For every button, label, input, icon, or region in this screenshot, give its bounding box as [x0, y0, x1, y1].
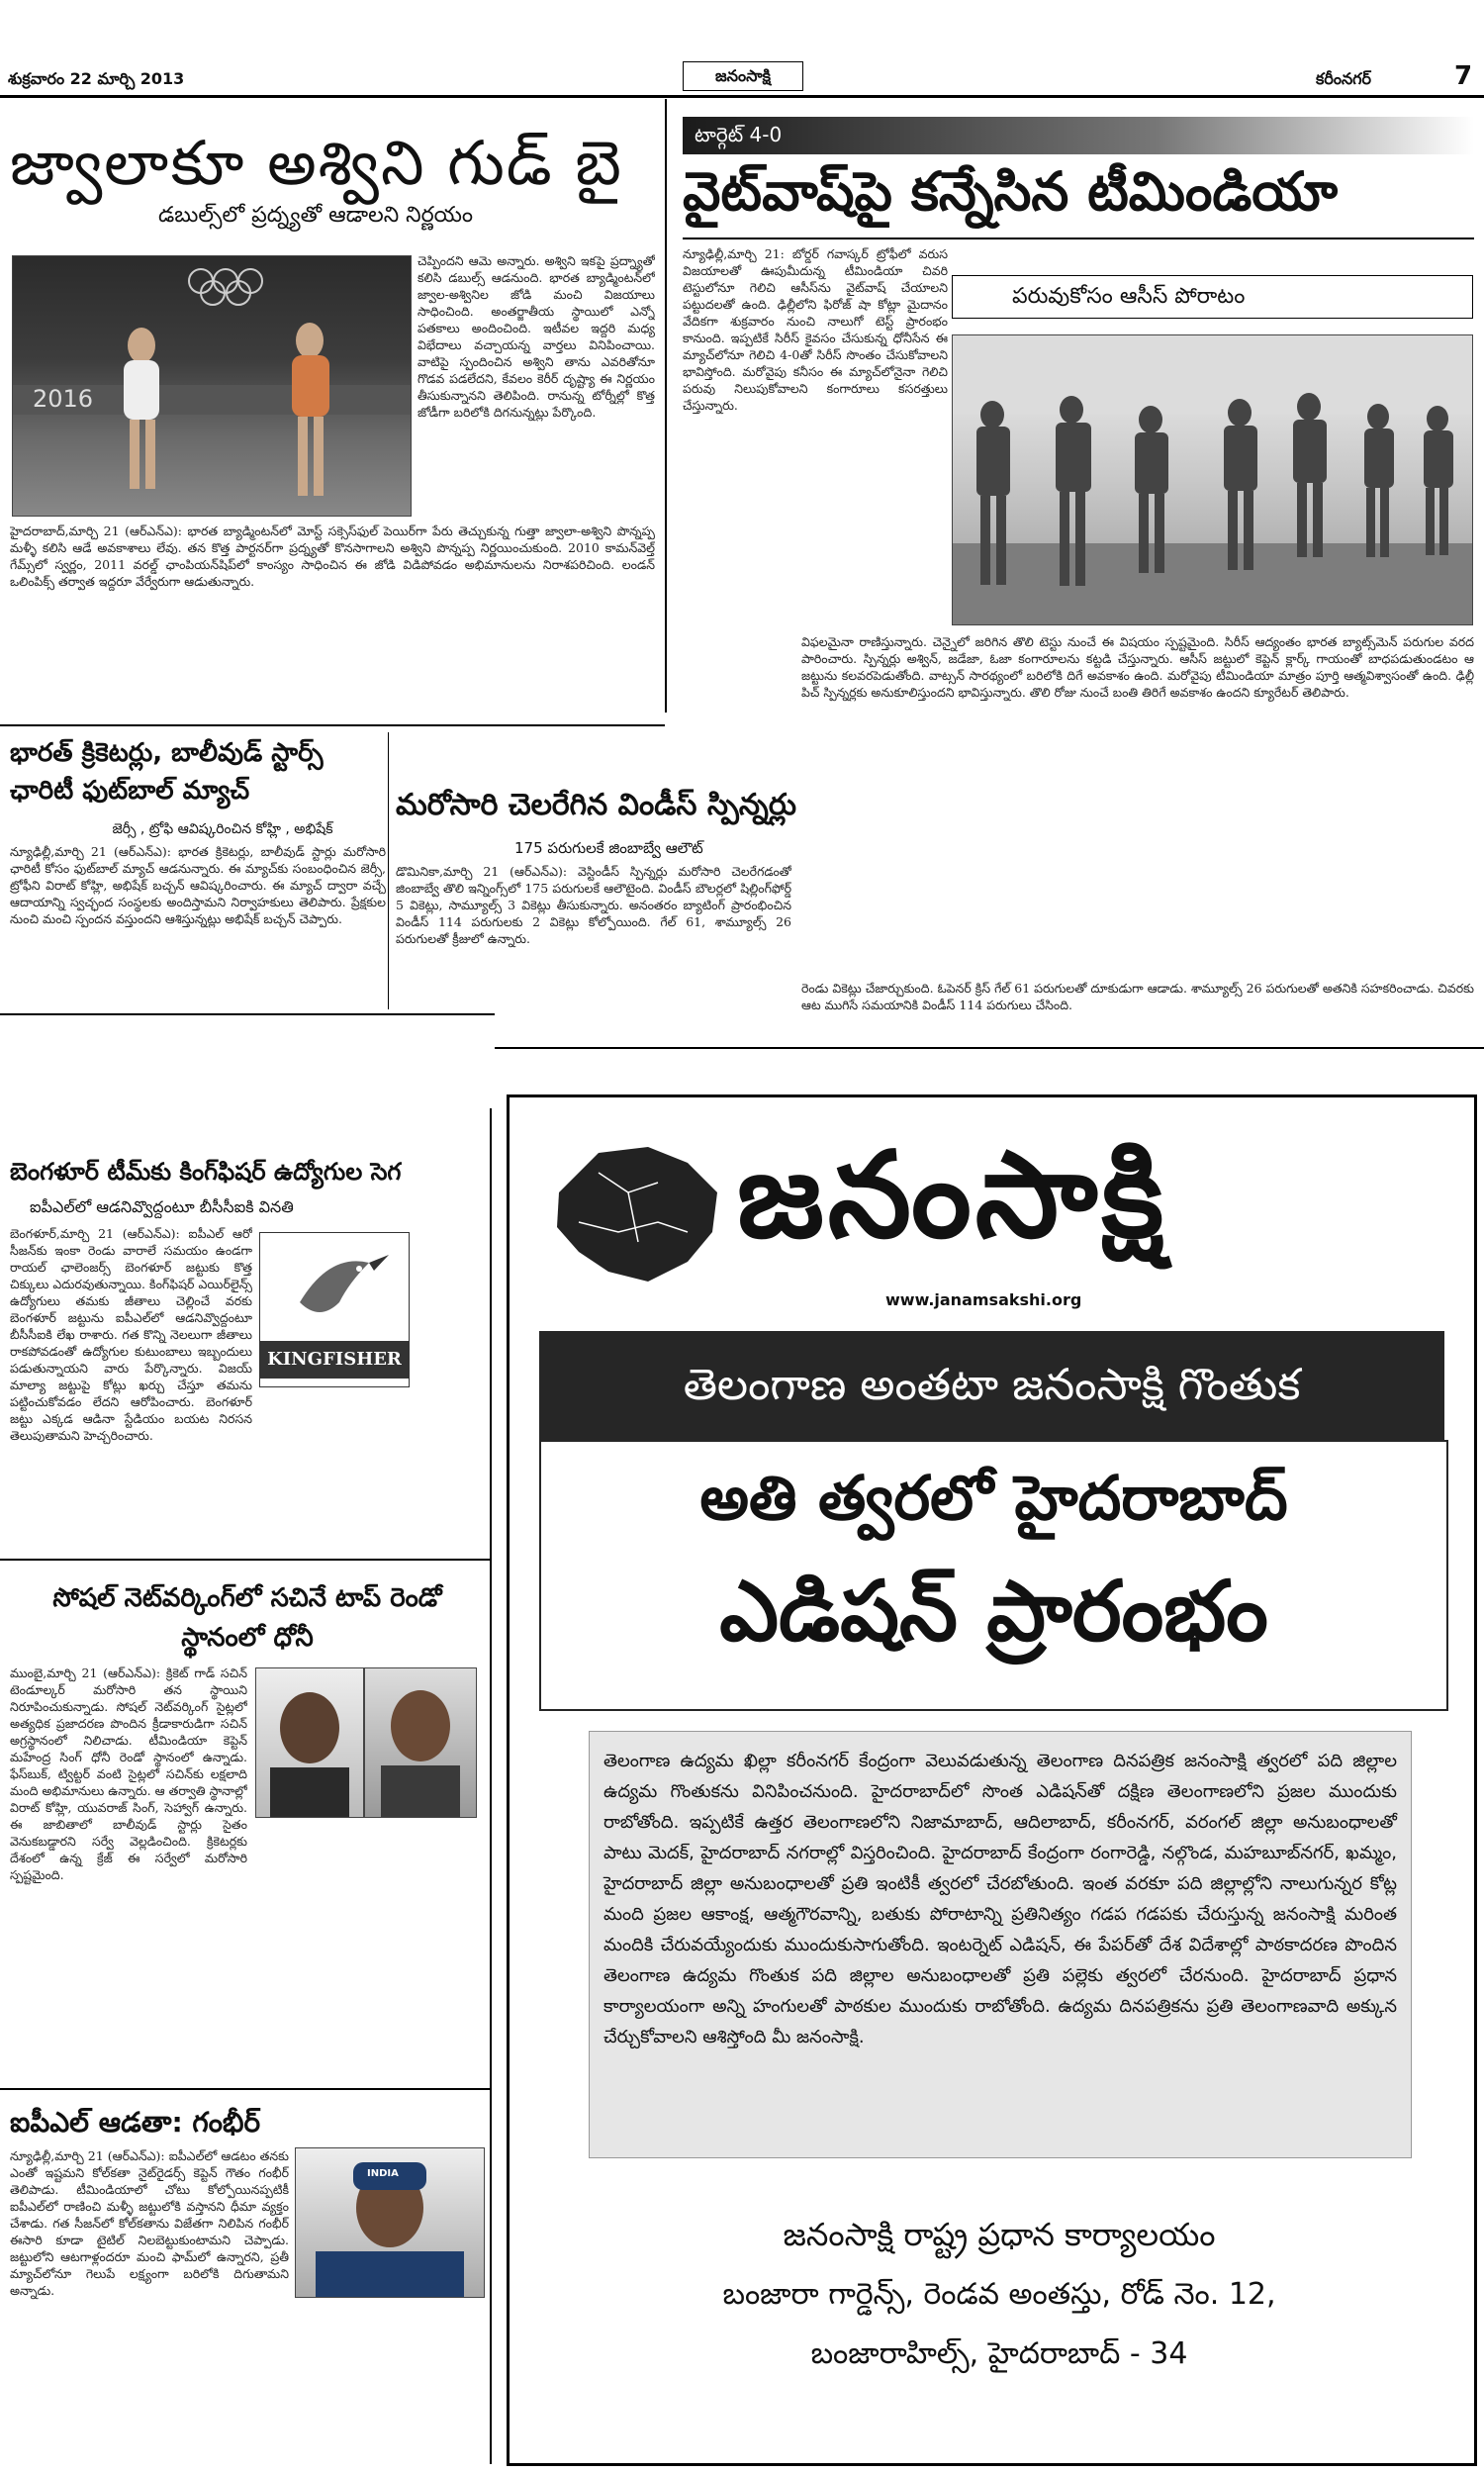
story4-subhead: 175 పరుగులకే జింబాబ్వే ఆలౌట్ [514, 839, 703, 857]
story3-body: న్యూఢిల్లీ,మార్చి 21 (ఆర్ఎన్ఎ): భారత క్రికెటర్లు, బాలీవుడ్ స్టార్లు మరోసారి ఛారిటీ కోసం ఫుట్‌బాల్ మ్యాచ్ ఆడనున్నారు. ఈ మ్యాచ్‌కు సంబంధించిన జెర్సీ, ట్రోఫీని విరాట్ కోహ్లి, అభిషేక్ బచ్చన్ ఆవిష్కరించారు. ఈ మ్యాచ్ ద్వారా వచ్చే ఆదాయాన్ని స్వచ్ఛంద సంస్థలకు అందిస్తామని నిర్వాహకులు తెలిపారు. ప్రేక్షకుల నుంచి మంచి స్పందన వస్తుందని ఆశిస్తున్నట్లు అభిషేక్ బచ్చన్ చెప్పారు. [10, 844, 386, 926]
story5-body: బెంగళూర్,మార్చి 21 (ఆర్ఎన్ఎ): ఐపీఎల్ ఆరో సీజన్‌కు ఇంకా రెండు వారాలే సమయం ఉండగా రాయల్ ఛాలెంజర్స్ బెంగళూర్ జట్టుకు కొత్త చిక్కులు ఎదురవుతున్నాయి. కింగ్‌ఫిషర్ ఎయిర్‌లైన్స్ ఉద్యోగులు తమకు జీతాలు చెల్లించే వరకు బెంగళూర్ జట్టును ఐపీఎల్‌లో ఆడనివ్వొద్దంటూ బీసీసీఐకి లేఖ రాశారు. గత కొన్ని నెలలుగా జీతాలు రాకపోవడంతో ఉద్యోగుల కుటుంబాలు ఇబ్బందులు పడుతున్నాయని వారు పేర్కొన్నారు. విజయ్ మాల్యా జట్టుపై కోట్లు ఖర్చు చేస్తూ తమను పట్టించుకోవడం లేదని ఆరోపించారు. బెంగళూర్ జట్టు ఎక్కడ ఆడినా స్టేడియం బయట నిరసన తెలుపుతామని హెచ్చరించారు. [10, 1226, 252, 1443]
dhoni-photo [364, 1667, 477, 1818]
story2-body-bottom: విఫలమైనా రాణిస్తున్నారు. చెన్నైలో జరిగిన తొలి టెస్టు నుంచే ఈ విషయం స్పష్టమైంది. సిరీస్ ఆద్యంతం భారత బ్యాట్స్‌మెన్ పరుగుల వరద పారించారు. స్పిన్నర్లు అశ్విన్, జడేజా, ఓజా కంగారూలను కట్టడి చేస్తున్నారు. ఆసీస్ జట్టులో కెప్టెన్ క్లార్క్ గాయంతో బాధపడుతుండటం ఆ జట్టును కలవరపెడుతోంది. వాట్సన్ సారథ్యంలో బరిలోకి దిగే అవకాశం ఉంది. మరోవైపు టీమిండియా మాత్రం పూర్తి ఆత్మవిశ్వాసంతో ఉంది. ఢిల్లీ పిచ్ స్పిన్నర్లకు అనుకూలిస్తుందని భావిస్తున్నారు. తొలి రోజు నుంచే బంతి తిరిగే అవకాశం ఉందని క్యూరేటర్ తెలిపారు. [801, 634, 1474, 700]
ad-website: www.janamsakshi.org [885, 1290, 1082, 1309]
story7-body: న్యూఢిల్లీ,మార్చి 21 (ఆర్ఎన్ఎ): ఐపీఎల్‌లో ఆడటం తనకు ఎంతో ఇష్టమని కోల్‌కతా నైట్‌రైడర్స్ కెప్టెన్ గౌతం గంభీర్ తెలిపాడు. టీమిండియాలో చోటు కోల్పోయినప్పటికీ ఐపీఎల్‌లో రాణించి మళ్ళీ జట్టులోకి వస్తానని ధీమా వ్యక్తం చేశాడు. గత సీజన్‌లో కోల్‌కతాను విజేతగా నిలిపిన గంభీర్ ఈసారి కూడా టైటిల్ నిలబెట్టుకుంటామని చెప్పాడు. జట్టులోని ఆటగాళ్లందరూ మంచి ఫామ్‌లో ఉన్నారని, ప్రతీ మ్యాచ్‌లోనూ గెలుపే లక్ష్యంగా బరిలోకి దిగుతామని అన్నాడు. [10, 2148, 289, 2298]
story2-kicker-box [683, 117, 1474, 154]
ad-body: తెలంగాణ ఉద్యమ ఖిల్లా కరీంనగర్ కేంద్రంగా వెలువడుతున్న తెలంగాణ దినపత్రిక జనంసాక్షి త్వరలో పది జిల్లాల ఉద్యమ గొంతుకను వినిపించనుంది. హైదరాబాద్‌లో సొంత ఎడిషన్‌తో దక్షిణ తెలంగాణలోని ప్రజల ముందుకు రాబోతోంది. ఇప్పటికే ఉత్తర తెలంగాణలోని నిజామాబాద్, ఆదిలాబాద్, కరీంనగర్, వరంగల్ జిల్లా అనుబంధాలతో పాటు మెదక్, హైదరాబాద్ నగరాల్లో విస్తరించింది. హైదరాబాద్ కేంద్రంగా రంగారెడ్డి, నల్గొండ, మహబూబ్‌నగర్, ఖమ్మం, హైదరాబాద్ జిల్లా అనుబంధాలతో ప్రతి ఇంటికీ త్వరలో చేరబోతుంది. ఇంత వరకూ పది జిల్లాల్లోని నాలుగున్నర కోట్ల మంది ప్రజల ఆకాంక్ష, ఆత్మగౌరవాన్ని, బతుకు పోరాటాన్ని ప్రతినిత్యం గడప గడపకు చేరుస్తున్న జనంసాక్షి మరింత మందికి చేరువయ్యేందుకు ముందుకుసాగుతోంది. ఇంటర్నెట్ ఎడిషన్, ఈ పేపర్‌తో దేశ విదేశాల్లో పాఠకాదరణ పొందిన తెలంగాణ ఉద్యమ గొంతుక పది జిల్లాల అనుబంధాలతో ప్రతి పల్లెకు త్వరలో చేరనుంది. హైదరాబాద్ ప్రధాన కార్యాలయంగా అన్ని హంగులతో పాఠకుల ముందుకు రాబోతోంది. ఉద్యమ దినపత్రికను ప్రతి తెలంగాణవాది అక్కున చేర్చుకోవాలని ఆశిస్తోంది మీ జనంసాక్షి. [603, 1751, 1397, 2047]
story2-rule [683, 238, 1474, 239]
ad-headline-line2: ఎడిషన్ ప్రారంభం [719, 1563, 1268, 1660]
story4-headline: మరోసారి చెలరేగిన విండీస్ స్పిన్నర్లు [396, 788, 796, 822]
column-divider [490, 1108, 492, 2464]
header-date: శుక్రవారం 22 మార్చి 2013 [8, 69, 185, 88]
ad-banner [539, 1331, 1444, 1440]
story1-body-right: చెప్పిందని ఆమె అన్నారు. అశ్విని ఇకపై ప్రద్న్యాతో కలిసి డబుల్స్ ఆడనుంది. భారత బ్యాడ్మింటన్‌లో జ్వాల-అశ్వినిల జోడి మంచి విజయాలు సాధించింది. అంతర్జాతీయ స్థాయిలో ఎన్నో పతకాలు అందించింది. ఇటీవల ఇద్దరి మధ్య విభేదాలు వచ్చాయన్న వార్తలు వినిపించాయి. వాటిపై స్పందించిన అశ్విని తాను ఎవరితోనూ గొడవ పడలేదని, కేవలం కెరీర్ దృష్ట్యా ఈ నిర్ణయం తీసుకున్నానని తెలిపింది. రానున్న టోర్నీల్లో కొత్త జోడీగా బరిలోకి దిగనున్నట్లు పేర్కొంది. [417, 253, 655, 420]
story1-headline: జ్వాలాకూ అశ్విని గుడ్ బై [10, 127, 623, 199]
bird-icon [260, 1233, 409, 1342]
story2-kicker: టార్గెట్ 4-0 [695, 123, 783, 146]
gambhir-photo [295, 2147, 485, 2298]
ad-banner-text: తెలంగాణ అంతటా జనంసాక్షి గొంతుక [683, 1360, 1301, 1410]
dhoni-portrait [365, 1668, 476, 1817]
story5-subhead: ఐపీఎల్‌లో ఆడనివ్వొద్దంటూ బీసీసీఐకి వినతి [30, 1197, 294, 1216]
photo-signage: 2016 [33, 385, 94, 413]
kingfisher-logo [259, 1232, 410, 1387]
masthead-text: జనంసాక్షి [715, 66, 771, 85]
story3-byline: జెర్సీ , ట్రోఫి ఆవిష్కరించిన కోహ్లి , అభిషేక్ [112, 821, 333, 837]
ad-office-title: జనంసాక్షి రాష్ట్ర ప్రధాన కార్యాలయం [783, 2216, 1216, 2253]
ad-office-box [589, 2216, 1410, 2433]
story2-subhead: పరువుకోసం ఆసీస్ పోరాటం [1012, 284, 1246, 309]
ad-headline-line1: అతి త్వరలో హైదరాబాద్ [699, 1462, 1288, 1534]
badminton-players-image [13, 256, 411, 516]
story7-headline: ఐపీఎల్ ఆడతా: గంభీర్ [10, 2106, 261, 2139]
header-rule [0, 95, 1484, 98]
page-number: 7 [1454, 61, 1473, 91]
team-practice-image [953, 335, 1472, 624]
story2-body-left: న్యూఢిల్లీ,మార్చి 21: బోర్డర్ గవాస్కర్ ట్రోఫీలో వరుస విజయాలతో ఊపుమీదున్న టీమిండియా చివరి టెస్టులోనూ గెలిచి ఆసీస్‌ను వైట్‌వాష్ చేయాలని పట్టుదలతో ఉంది. ఢిల్లీలోని ఫిరోజ్ షా కోట్లా మైదానం వేదికగా శుక్రవారం నుంచి నాలుగో టెస్ట్ ప్రారంభం కానుంది. ఇప్పటికే సిరీస్ కైవసం చేసుకున్న ధోనీసేన ఈ మ్యాచ్‌లోనూ గెలిచి 4-0తో సిరీస్ సొంతం చేసుకోవాలని భావిస్తోంది. మరోవైపు కనీసం ఈ మ్యాచ్‌లోనైనా గెలిచి పరువు నిలుపుకోవాలని కంగారూలు కసరత్తులు చేస్తున్నారు. [683, 246, 948, 413]
story1-photo [12, 255, 412, 517]
story3-side-rule [388, 732, 389, 1009]
header-edition: కరీంనగర్ [1316, 69, 1372, 88]
story3-headline: భారత్ క్రికెటర్లు, బాలీవుడ్ స్టార్స్ ఛారిటీ ఫుట్‌బాల్ మ్యాచ్ [10, 738, 324, 806]
ad-body-box [589, 1731, 1412, 2158]
story6-rule [0, 2088, 490, 2090]
gambhir-cap-label: INDIA [367, 2168, 399, 2179]
story2-headline: వైట్‌వాష్‌పై కన్నేసిన టీమిండియా [683, 160, 1339, 223]
story6-headline: సోషల్ నెట్‌వర్కింగ్‌లో సచినే టాప్ రెండో స్థానంలో ధోనీ [52, 1583, 442, 1653]
mid-rule-right [495, 1047, 1484, 1049]
story1-body-bottom: హైదరాబాద్,మార్చి 21 (ఆర్ఎన్ఎ): భారత బ్యాడ్మింటన్‌లో మోస్ట్ సక్సెస్‌ఫుల్ పెయిర్‌గా పేరు తెచ్చుకున్న గుత్తా జ్వాలా-అశ్విని పొన్నప్ప మళ్ళీ కలిసి ఆడే అవకాశాలు లేవు. తన కొత్త పార్టనర్‌గా ప్రద్న్యతో కొనసాగాలని అశ్విని పొన్నప్ప నిర్ణయించుకుంది. 2010 కామన్‌వెల్త్ గేమ్స్‌లో స్వర్ణం, 2011 వరల్డ్ ఛాంపియన్‌షిప్‌లో కాంస్యం సాధించిన ఈ జోడి విడిపోవడం అభిమానులను నిరాశపరిచింది. లండన్ ఒలింపిక్స్ తర్వాత ఇద్దరూ వేర్వేరుగా ఆడుతున్నారు. [10, 523, 655, 589]
story4-body: డొమినికా,మార్చి 21 (ఆర్ఎన్ఎ): వెస్టిండీస్ స్పిన్నర్లు మరోసారి చెలరేగడంతో జింబాబ్వే తొలి ఇన్నింగ్స్‌లో 175 పరుగులకే ఆలౌటైంది. విండీస్ బౌలర్లలో షిల్లింగ్‌ఫోర్డ్ 5 వికెట్లు, సామ్యూల్స్ 3 వికెట్లు తీసుకున్నారు. అనంతరం బ్యాటింగ్ ప్రారంభించిన విండీస్ 114 పరుగులకు 2 వికెట్లు కోల్పోయింది. గేల్ 61, శామ్యూల్స్ 26 పరుగులతో క్రీజులో ఉన్నారు. [396, 864, 791, 946]
story5-rule [0, 1559, 490, 1561]
masthead-mini [683, 61, 803, 91]
story5-headline: బెంగళూర్ టీమ్‌కు కింగ్‌ఫిషర్ ఉద్యోగుల సెగ [10, 1158, 402, 1186]
ad-address-line1: బంజారా గార్డెన్స్, రెండవ అంతస్తు, రోడ్ నెం. 12, [722, 2277, 1276, 2312]
story1-bottom-rule [0, 724, 665, 726]
ad-address-line2: బంజారాహిల్స్, హైదరాబాద్ - 34 [810, 2336, 1188, 2371]
story2-photo [952, 334, 1473, 625]
janamsakshi-ad [507, 1094, 1477, 2466]
mid-rule [0, 1013, 495, 1015]
ad-brand: జనంసాక్షి [737, 1127, 1168, 1265]
kingfisher-logo-text: KINGFISHER [260, 1341, 409, 1379]
ad-masthead [510, 1097, 1474, 1325]
story1-subhead: డబుల్స్‌లో ప్రద్న్యతో ఆడాలని నిర్ణయం [158, 203, 474, 228]
story6-body: ముంబై,మార్చి 21 (ఆర్ఎన్ఎ): క్రికెట్ గాడ్ సచిన్ టెండూల్కర్ మరోసారి తన స్థాయిని నిరూపించుకున్నాడు. సోషల్ నెట్‌వర్కింగ్ సైట్లలో అత్యధిక ప్రజాదరణ పొందిన క్రీడాకారుడిగా సచిన్ అగ్రస్థానంలో నిలిచాడు. టీమిండియా కెప్టెన్ మహేంద్ర సింగ్ ధోనీ రెండో స్థానంలో ఉన్నాడు. ఫేస్‌బుక్, ట్విట్టర్ వంటి సైట్లలో సచిన్‌కు లక్షలాది మంది అభిమానులు ఉన్నారు. ఆ తర్వాతి స్థానాల్లో విరాట్ కోహ్లి, యువరాజ్ సింగ్, సెహ్వాగ్ ఉన్నారు. ఈ జాబితాలో బాలీవుడ్ స్టార్లు సైతం వెనుకబడ్డారని సర్వే వెల్లడించింది. క్రికెటర్లకు దేశంలో ఉన్న క్రేజ్ ఈ సర్వేలో మరోసారి స్పష్టమైంది. [10, 1665, 247, 1882]
telangana-map-icon [539, 1133, 737, 1291]
sachin-portrait [256, 1668, 363, 1817]
sachin-photo [255, 1667, 364, 1818]
ad-headline-box [539, 1440, 1448, 1711]
page-header [0, 0, 1484, 99]
story2-subhead-box [952, 275, 1473, 319]
story4-body-right: రెండు వికెట్లు చేజార్చుకుంది. ఓపెనర్ క్రిస్ గేల్ 61 పరుగులతో దూకుడుగా ఆడాడు. శామ్యూల్స్ 26 పరుగులతో అతనికి సహకరించాడు. చివరకు ఆట ముగిసే సమయానికి విండీస్ 114 పరుగులు చేసింది. [801, 981, 1474, 1012]
top-divider [665, 99, 667, 713]
